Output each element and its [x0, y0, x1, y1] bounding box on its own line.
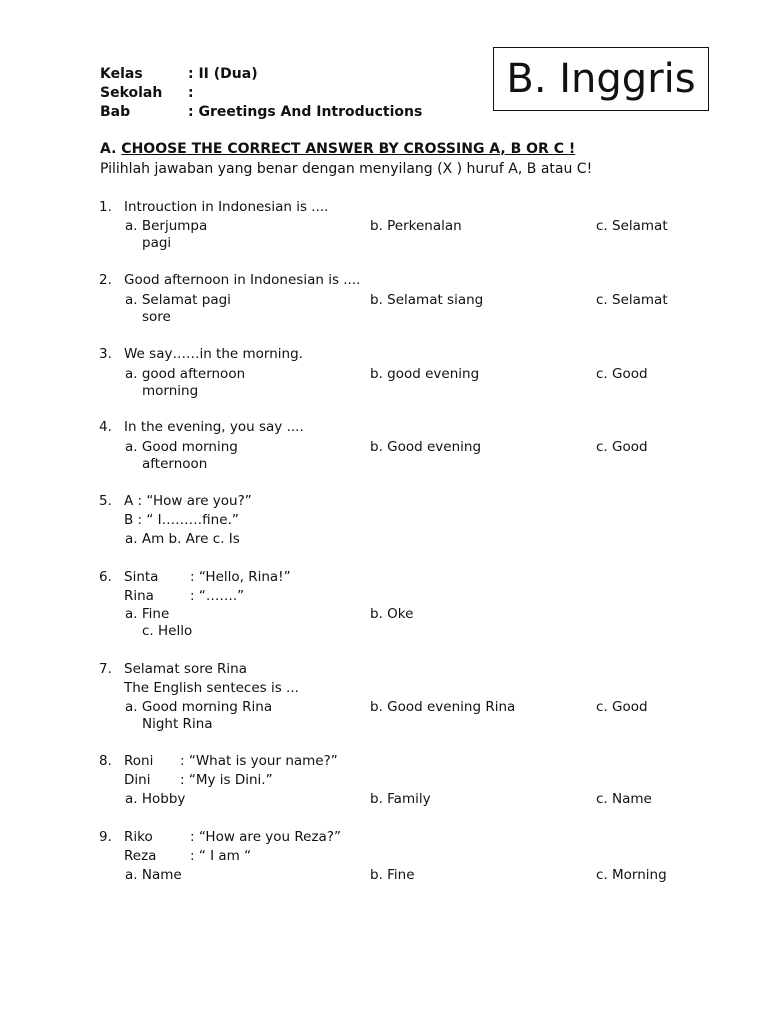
dialog-line-1: : “How are you Reza?”	[190, 829, 341, 845]
option-a[interactable]: a. Selamat pagi	[125, 292, 231, 308]
sekolah-value: :	[188, 85, 194, 101]
option-row[interactable]: a. Am b. Are c. Is	[125, 531, 240, 547]
option-b[interactable]: b. Family	[370, 791, 431, 807]
question-line-2: The English senteces is ...	[124, 680, 299, 696]
speaker-1: Riko	[124, 829, 153, 845]
option-c[interactable]: c. Good	[596, 699, 648, 715]
option-b[interactable]: b. Fine	[370, 867, 415, 883]
option-c[interactable]: c. Selamat	[596, 292, 668, 308]
dialog-line-1: : “What is your name?”	[180, 753, 338, 769]
subject-box	[493, 47, 709, 111]
option-b[interactable]: b. Oke	[370, 606, 414, 622]
speaker-2: Dini	[124, 772, 151, 788]
speaker-2: Rina	[124, 588, 154, 604]
dialog-line-2: : “My is Dini.”	[180, 772, 273, 788]
option-a[interactable]: a. good afternoon	[125, 366, 246, 382]
option-a[interactable]: a. Name	[125, 867, 182, 883]
option-c[interactable]: c. Hello	[142, 623, 193, 639]
option-a[interactable]: a. Good morning Rina	[125, 699, 273, 715]
section-letter: A.	[100, 141, 117, 157]
sekolah-label: Sekolah	[100, 85, 163, 101]
question-number: 2.	[99, 272, 112, 288]
question-text: In the evening, you say ....	[124, 419, 304, 435]
option-a[interactable]: a. Good morning	[125, 439, 238, 455]
question-text: Good afternoon in Indonesian is ....	[124, 272, 361, 288]
option-a-continued: morning	[142, 383, 199, 399]
question-text: We say……in the morning.	[124, 346, 303, 362]
question-number: 9.	[99, 829, 112, 845]
option-b[interactable]: b. Good evening	[370, 439, 482, 455]
option-b[interactable]: b. Good evening Rina	[370, 699, 516, 715]
option-c[interactable]: c. Good	[596, 439, 648, 455]
question-line-1: Selamat sore Rina	[124, 661, 248, 677]
question-number: 6.	[99, 569, 112, 585]
dialog-line-1: : “Hello, Rina!”	[190, 569, 291, 585]
question-text: Introuction in Indonesian is ....	[124, 199, 329, 215]
question-number: 8.	[99, 753, 112, 769]
bab-label: Bab	[100, 104, 131, 120]
kelas-label: Kelas	[100, 66, 143, 82]
bab-value: : Greetings And Introductions	[188, 104, 423, 120]
option-a[interactable]: a. Fine	[125, 606, 170, 622]
option-b[interactable]: b. Perkenalan	[370, 218, 462, 234]
dialog-line-2: : “…….”	[190, 588, 245, 604]
subject-title: B. Inggris	[506, 56, 696, 102]
option-c[interactable]: c. Selamat	[596, 218, 668, 234]
section-title: CHOOSE THE CORRECT ANSWER BY CROSSING A, B OR C !	[121, 141, 576, 157]
option-c[interactable]: c. Good	[596, 366, 648, 382]
dialog-line-2: : “ I am “	[190, 848, 252, 864]
option-b[interactable]: b. good evening	[370, 366, 480, 382]
option-c[interactable]: c. Name	[596, 791, 652, 807]
question-number: 3.	[99, 346, 112, 362]
question-line-2: B : “ I………fine.”	[124, 512, 239, 528]
option-a-continued: sore	[142, 309, 171, 325]
question-number: 5.	[99, 493, 112, 509]
section-instruction: Pilihlah jawaban yang benar dengan menyilang (X ) huruf A, B atau C!	[100, 161, 593, 177]
question-number: 7.	[99, 661, 112, 677]
option-a[interactable]: a. Hobby	[125, 791, 186, 807]
speaker-1: Roni	[124, 753, 154, 769]
speaker-1: Sinta	[124, 569, 159, 585]
kelas-value: : II (Dua)	[188, 66, 258, 82]
option-c[interactable]: c. Morning	[596, 867, 667, 883]
option-a-continued: afternoon	[142, 456, 208, 472]
option-a-continued: pagi	[142, 235, 172, 251]
speaker-2: Reza	[124, 848, 157, 864]
option-a-continued: Night Rina	[142, 716, 213, 732]
question-number: 1.	[99, 199, 112, 215]
section-heading	[100, 141, 575, 157]
question-number: 4.	[99, 419, 112, 435]
question-line-1: A : “How are you?”	[124, 493, 252, 509]
option-b[interactable]: b. Selamat siang	[370, 292, 484, 308]
option-a[interactable]: a. Berjumpa	[125, 218, 208, 234]
